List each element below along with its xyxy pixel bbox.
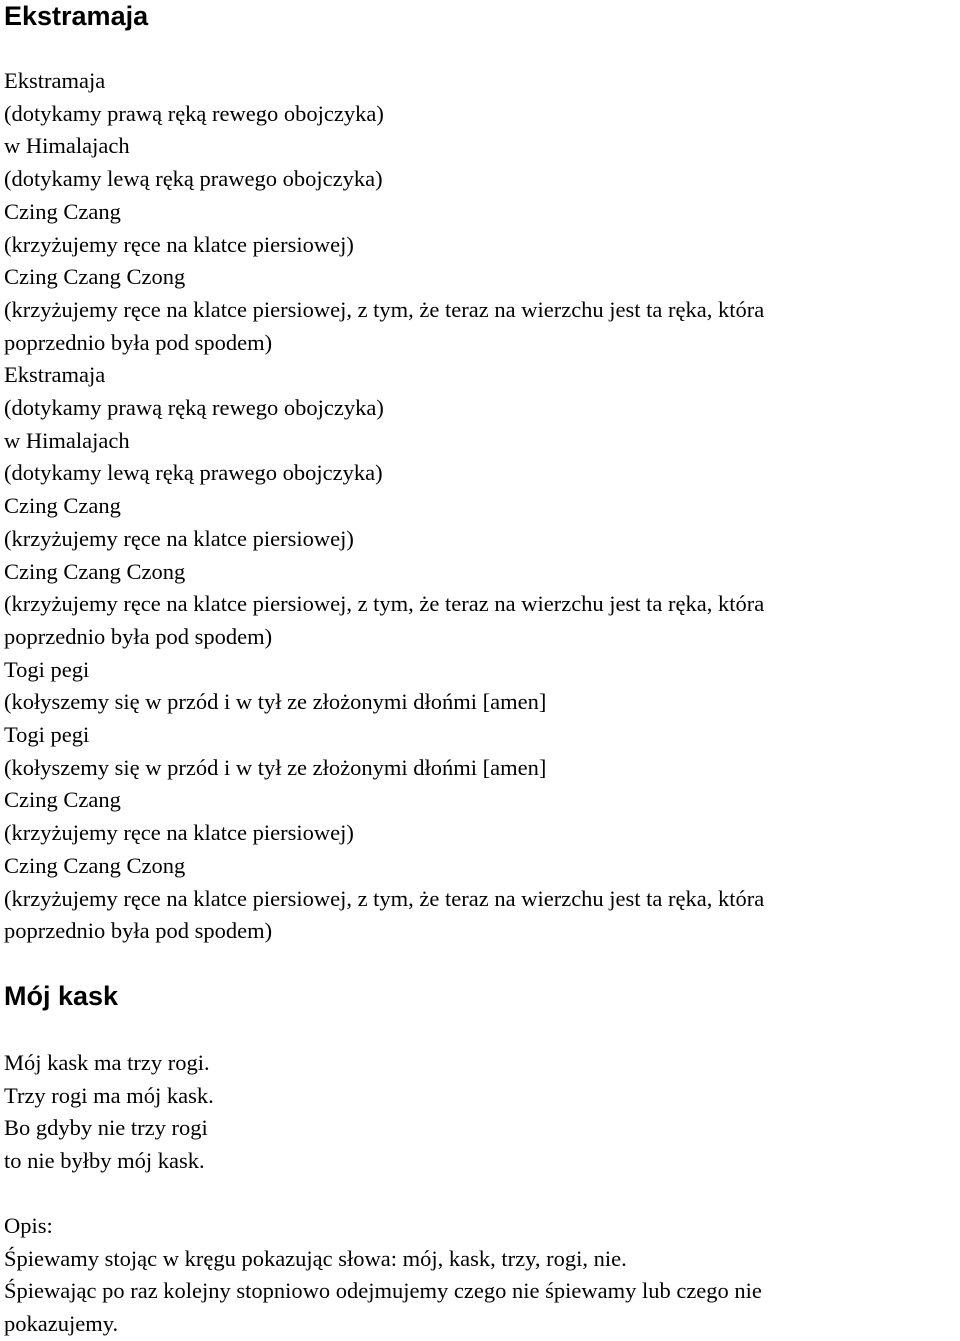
lyric-line: (dotykamy prawą ręką rewego obojczyka) xyxy=(4,395,384,421)
lyric-line: Ekstramaja xyxy=(4,68,106,93)
lyric-line: (krzyżujemy ręce na klatce piersiowej, z tym, że teraz na wierzchu jest ta ręka, która xyxy=(4,296,765,322)
lyric-line: Bo gdyby nie trzy rogi xyxy=(4,1115,208,1141)
lyric-line: Ekstramaja xyxy=(4,362,106,388)
description-line: Śpiewając po raz kolejny stopniowo odejmujemy czego nie śpiewamy lub czego nie xyxy=(4,1278,762,1304)
lyric-line: Trzy rogi ma mój kask. xyxy=(4,1082,214,1108)
lyric-line: poprzednio była pod spodem) xyxy=(4,918,273,944)
lyric-line: Czing Czang xyxy=(4,787,121,813)
lyric-line: Czing Czang xyxy=(4,198,121,224)
lyric-line: Czing Czang xyxy=(4,493,121,519)
lyric-line: (dotykamy lewą ręką prawego obojczyka) xyxy=(4,166,383,192)
lyric-line: (krzyżujemy ręce na klatce piersiowej) xyxy=(4,231,354,257)
lyric-line: (krzyżujemy ręce na klatce piersiowej) xyxy=(4,820,354,846)
lyric-line: (krzyżujemy ręce na klatce piersiowej) xyxy=(4,525,354,551)
song-lyrics-moj-kask xyxy=(4,1047,960,1178)
lyric-line: poprzednio była pod spodem) xyxy=(4,329,273,355)
lyric-line: w Himalajach xyxy=(4,427,130,453)
description-line: Śpiewamy stojąc w kręgu pokazując słowa: mój, kask, trzy, rogi, nie. xyxy=(4,1245,627,1271)
lyric-line: w Himalajach xyxy=(4,133,130,159)
lyric-line: (kołyszemy się w przód i w tył ze złożonymi dłońmi [amen] xyxy=(4,689,547,715)
lyric-line: poprzednio była pod spodem) xyxy=(4,623,273,649)
section-heading-ekstramaja: Ekstramaja xyxy=(4,1,149,31)
lyric-line: (dotykamy prawą ręką rewego obojczyka) xyxy=(4,100,384,126)
lyric-line: Mój kask ma trzy rogi. xyxy=(4,1050,210,1075)
section-ekstramaja xyxy=(4,0,960,32)
lyric-line: Togi pegi xyxy=(4,722,90,748)
lyric-line: (krzyżujemy ręce na klatce piersiowej, z tym, że teraz na wierzchu jest ta ręka, która xyxy=(4,591,765,617)
lyric-line: Togi pegi xyxy=(4,656,90,682)
lyric-line: Czing Czang Czong xyxy=(4,852,186,878)
description-block xyxy=(4,1210,960,1341)
song-lyrics-ekstramaja xyxy=(4,65,960,948)
section-moj-kask xyxy=(4,980,960,1012)
section-heading-moj-kask: Mój kask xyxy=(4,981,119,1011)
description-label: Opis: xyxy=(4,1213,53,1238)
lyric-line: Czing Czang Czong xyxy=(4,264,186,290)
description-line: pokazujemy. xyxy=(4,1311,119,1337)
lyric-line: (dotykamy lewą ręką prawego obojczyka) xyxy=(4,460,383,486)
lyric-line: (kołyszemy się w przód i w tył ze złożonymi dłońmi [amen] xyxy=(4,754,547,780)
lyric-line: to nie byłby mój kask. xyxy=(4,1148,205,1174)
lyric-line: Czing Czang Czong xyxy=(4,558,186,584)
lyric-line: (krzyżujemy ręce na klatce piersiowej, z tym, że teraz na wierzchu jest ta ręka, która xyxy=(4,885,765,911)
